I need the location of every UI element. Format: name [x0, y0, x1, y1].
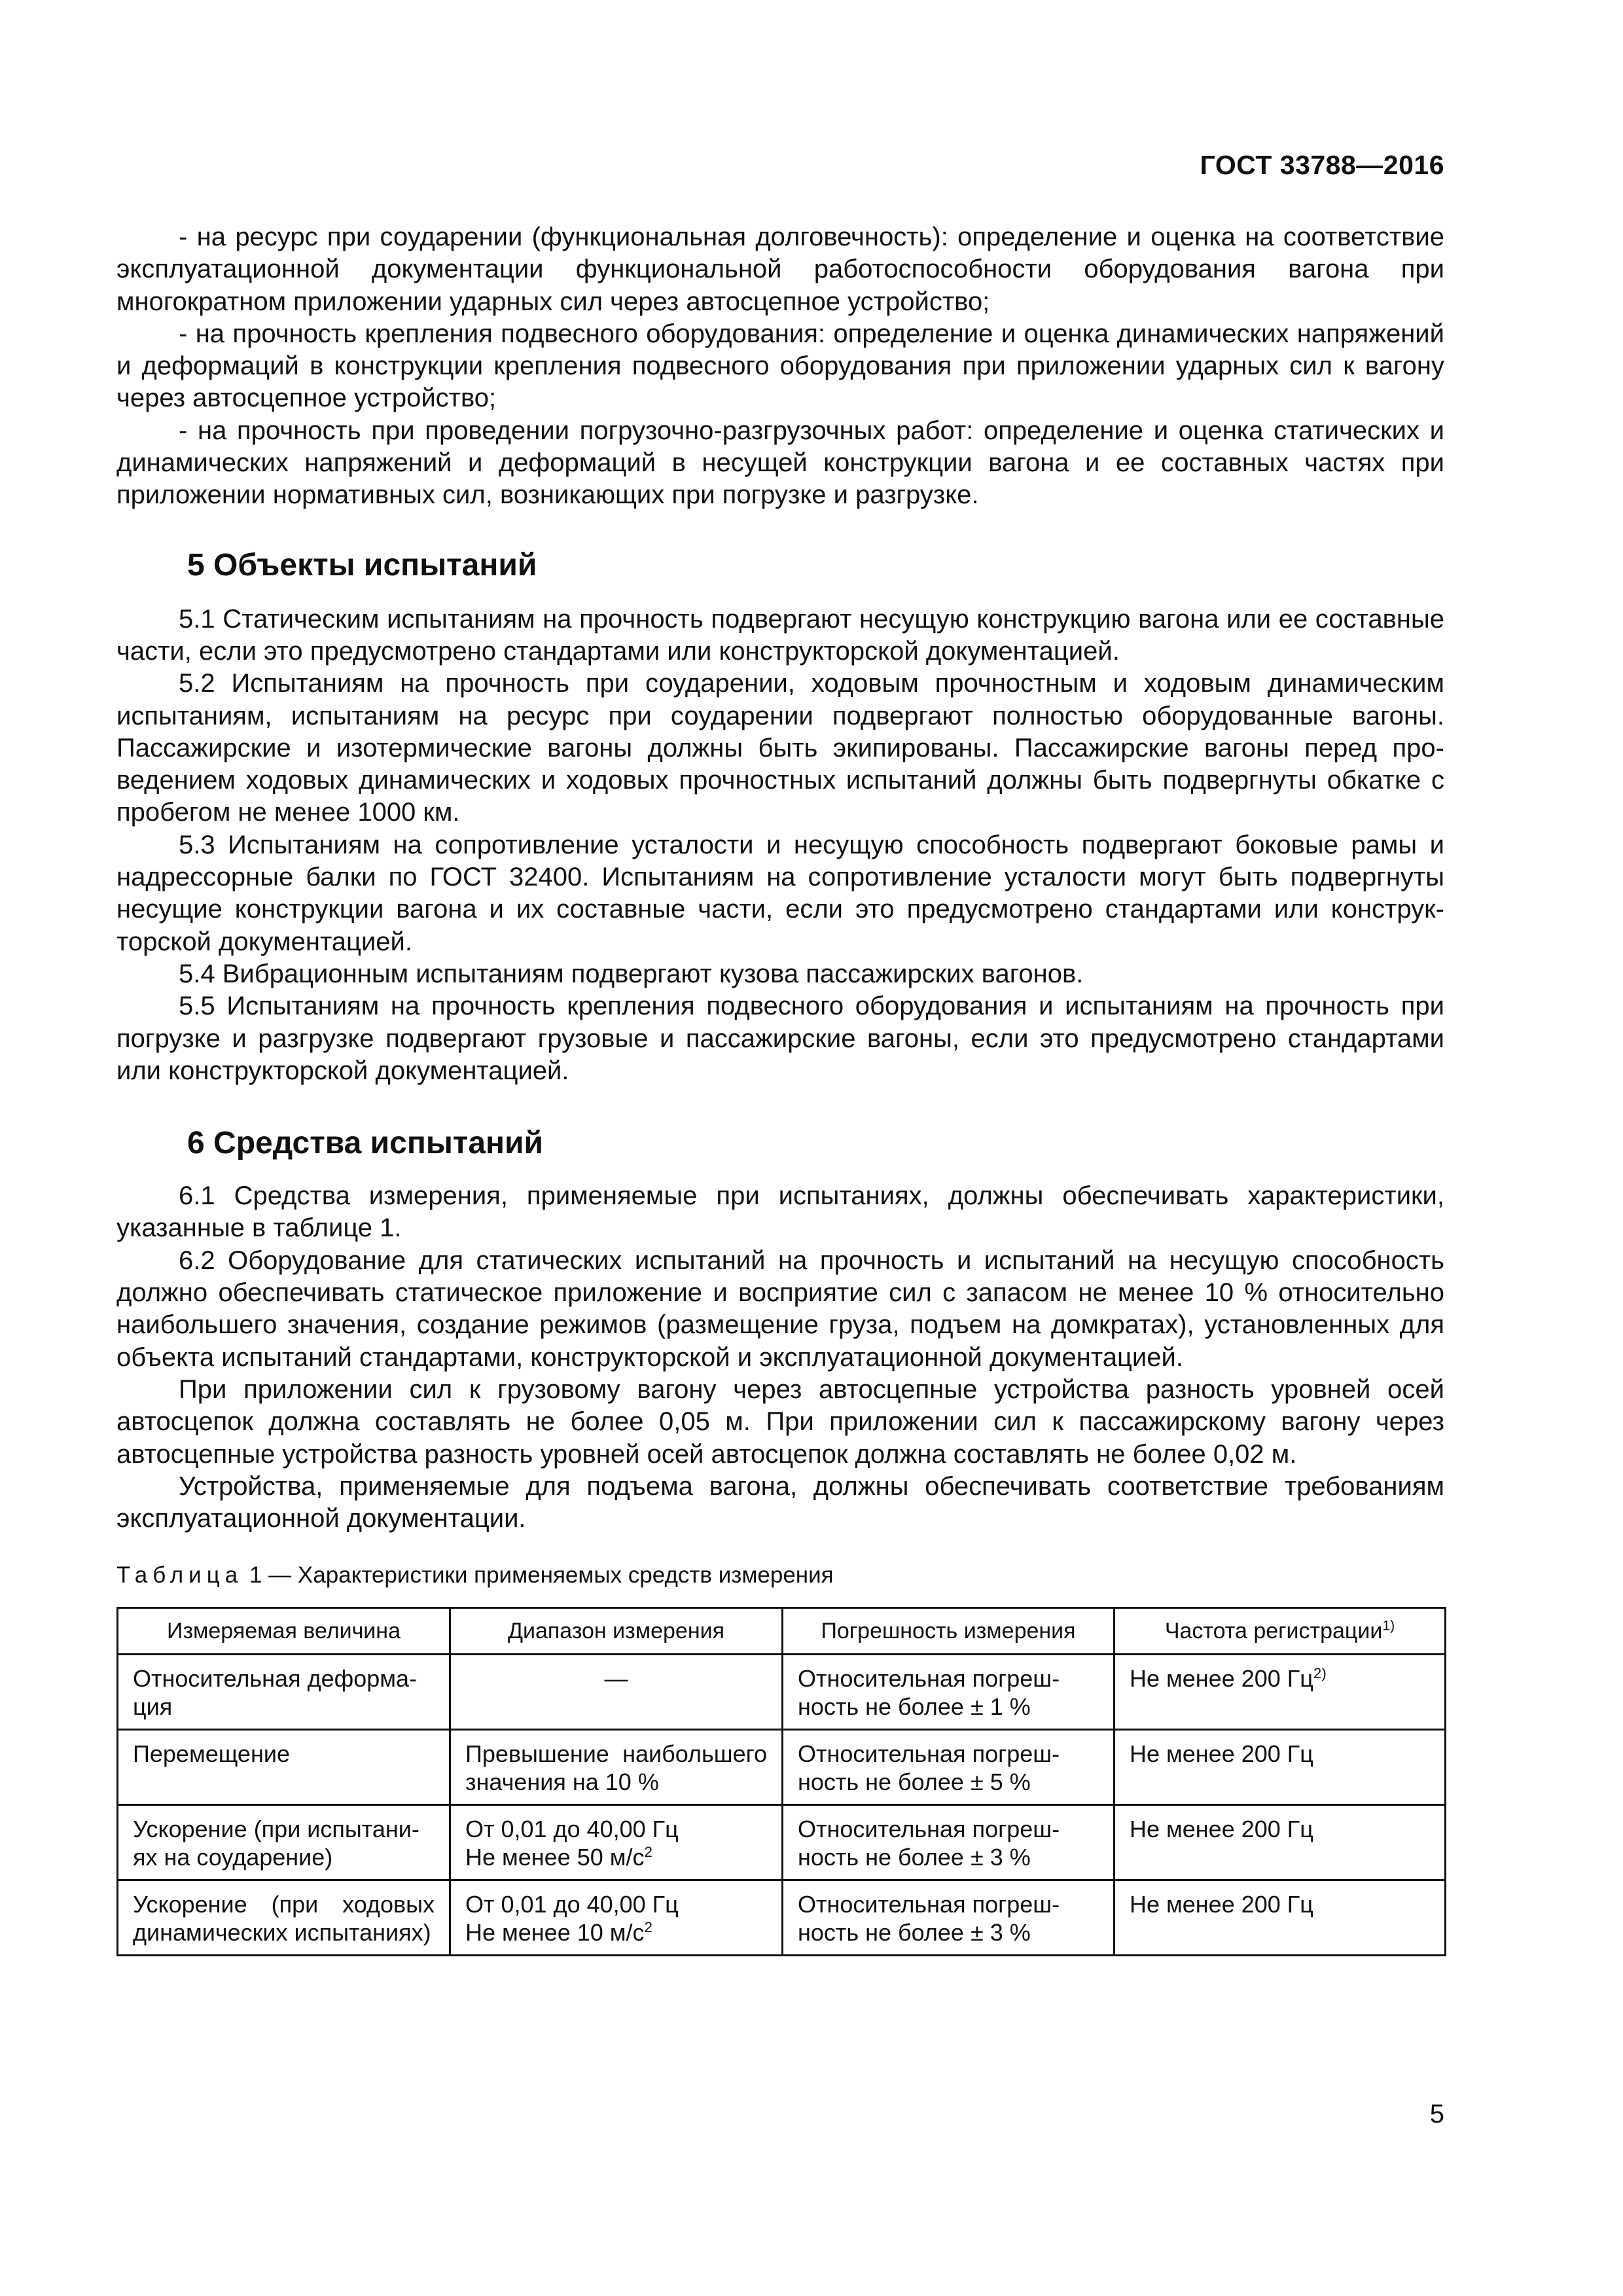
- table-cell-range: От 0,01 до 40,00 Гц Не менее 50 $м/с^2$: [450, 1805, 783, 1880]
- page-number: 5: [1429, 2100, 1444, 2128]
- table-cell-quantity: Ускорение (при испытаниях на соударение): [118, 1805, 450, 1880]
- table-row: [118, 1655, 1446, 1730]
- section-5-paragraph-3: 5.3 Испытаниям на сопротивление усталости и несущую способность подвергают боковые рамы и надрессорные балки по ГОСТ 32400. Испытаниям на сопротивление усталости могут быть подвергнуты несущие конструкции вагона и их составные части, если это предусмотрено стандартами или конструкторской документацией.: [116, 830, 1444, 956]
- section-6-title: 6 Средства испытаний: [187, 1126, 544, 1161]
- table-cell-frequency: Не менее 200 Гц: [1115, 1730, 1446, 1805]
- table-cell-range: —: [450, 1655, 783, 1730]
- footnote-marker: 1): [1382, 1619, 1395, 1634]
- section-5-paragraph-2: 5.2 Испытаниям на прочность при соударении, ходовым прочностным и ходовым динамическим испытаниям, испытаниям на ресурс при соударении подвергают полностью оборудованные вагоны. Пассажирские и изотермические вагоны должны быть экипированы. Пассажирские вагоны перед проведением ходовых динамических и ходовых прочностных испытаний должны быть подвергнуты обкатке с пробегом не менее 1000 км.: [116, 669, 1444, 827]
- section-5-paragraph-1: 5.1 Статическим испытаниям на прочность подвергают несущую конструкцию вагона или ее составные части, если это предусмотрено стандартами или конструкторской документацией.: [116, 604, 1444, 666]
- footnote-marker: 2): [1313, 1665, 1327, 1682]
- section-6-paragraph-1: 6.1 Средства измерения, применяемые при испытаниях, должны обеспечивать характеристики, указанные в таблице 1.: [116, 1181, 1444, 1243]
- table-row: [118, 1805, 1446, 1880]
- table-cell-error: Относительная погрешность не более ± 1 %: [783, 1655, 1115, 1730]
- table-cell-error: Относительная погрешность не более ± 5 %: [783, 1730, 1115, 1805]
- table-header-cell: Погрешность измерения: [783, 1608, 1115, 1655]
- table-caption-text: 1 — Характеристики применяемых средств измерения: [249, 1562, 834, 1588]
- table-cell-error: Относительная погрешность не более ± 3 %: [783, 1880, 1115, 1956]
- intro-list-item-3: - на прочность при проведении погрузочно-разгрузочных работ: определение и оценка статических и динамических напряжений и деформаций в несущей конструкции вагона и ее составных частях при приложении нормативных сил, возникающих при погрузке и разгрузке.: [116, 416, 1444, 510]
- table-cell-quantity: Относительная деформация: [118, 1655, 450, 1730]
- intro-list-item-1: - на ресурс при соударении (функциональная долговечность): определение и оценка на соответствие эксплуатационной документации функциональной работоспособности оборудования вагона при многократном приложении ударных сил через автосцепное устройство;: [116, 223, 1444, 316]
- table-cell-frequency: Не менее 200 Гц: [1115, 1805, 1446, 1880]
- page-content: [116, 221, 1444, 1956]
- table-cell-range: От 0,01 до 40,00 Гц Не менее 10 $м/с^2$: [450, 1880, 783, 1956]
- table-cell-quantity: Перемещение: [118, 1730, 450, 1805]
- section-5-paragraph-5: 5.5 Испытаниям на прочность крепления подвесного оборудования и испытаниям на прочность при погрузке и разгрузке подвергают грузовые и пассажирские вагоны, если это предусмотрено стандартами или конструкторской документацией.: [116, 992, 1444, 1085]
- section-6-paragraph-3: При приложении сил к грузовому вагону через автосцепные устройства разность уровней осей автосцепок должна составлять не более 0,05 м. При приложении сил к пассажирскому вагону через автосцепные устройства разность уровней осей автосцепок должна составлять не более 0,02 м.: [116, 1374, 1444, 1469]
- section-6-paragraph-4: Устройства, применяемые для подъема вагона, должны обеспечивать соответствие требованиям эксплуатационной документации.: [116, 1471, 1444, 1534]
- document-id-header: ГОСТ 33788—2016: [1200, 150, 1444, 180]
- intro-list-item-2: - на прочность крепления подвесного оборудования: определение и оценка динамических напряжений и деформаций в конструкции крепления подвесного оборудования при приложении ударных сил к вагону через автосцепное устройство;: [116, 319, 1444, 413]
- table-cell-error: Относительная погрешность не более ± 3 %: [783, 1805, 1115, 1880]
- section-6-paragraph-2: 6.2 Оборудование для статических испытаний на прочность и испытаний на несущую способность должно обеспечивать статическое приложение и восприятие сил с запасом не менее 10 % относительно наибольшего значения, создание режимов (размещение груза, подъем на домкратах), установленных для объекта испытаний стандартами, конструкторской и эксплуатационной документацией.: [116, 1246, 1444, 1372]
- table-cell-frequency: Не менее 200 Гц: [1115, 1880, 1446, 1956]
- table-row: [118, 1880, 1446, 1956]
- table-caption-label: Таблица: [116, 1562, 243, 1588]
- measurement-table: [116, 1607, 1446, 1956]
- section-5-title: 5 Объекты испытаний: [187, 547, 537, 583]
- table-header-cell: Частота регистрации$^{1)}$: [1115, 1608, 1446, 1655]
- table-header-cell: Измеряемая величина: [118, 1608, 450, 1655]
- section-5-paragraph-4: 5.4 Вибрационным испытаниям подвергают кузова пассажирских вагонов.: [179, 959, 1084, 988]
- table-cell-range: Превышение наибольшего значения на 10 %: [450, 1730, 783, 1805]
- table-caption: [116, 1560, 1444, 1591]
- document-page: [116, 0, 1444, 2296]
- table-cell-quantity: Ускорение (при ходовых динамических испытаниях): [118, 1880, 450, 1956]
- table-header-cell: Диапазон измерения: [450, 1608, 783, 1655]
- table-header-row: [118, 1608, 1446, 1655]
- table-cell-frequency: Не менее 200 $Гц^{2)}$: [1115, 1655, 1446, 1730]
- table-row: [118, 1730, 1446, 1805]
